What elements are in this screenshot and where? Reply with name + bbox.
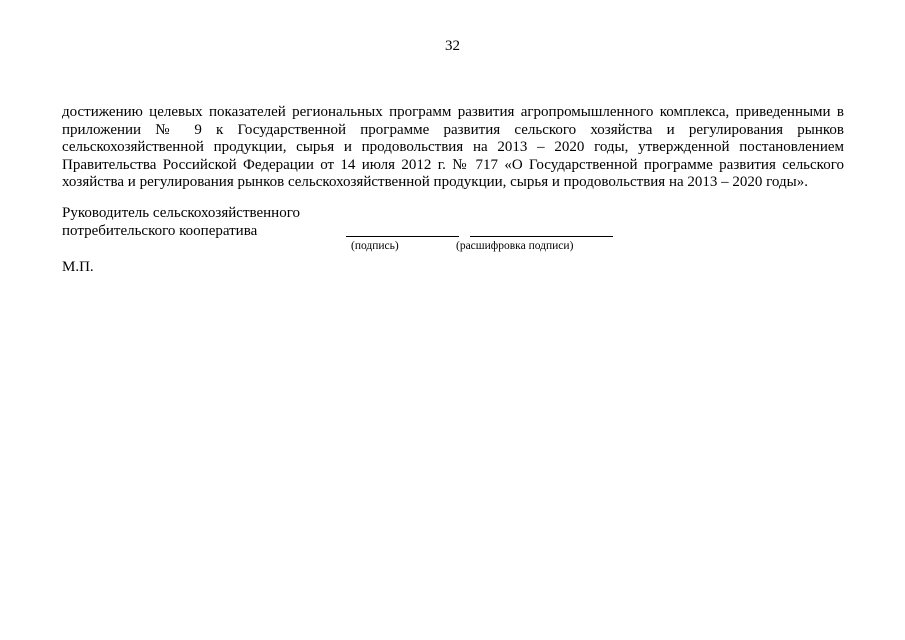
page-number: 32 (445, 38, 460, 54)
signature-caption: (подпись) (351, 240, 399, 252)
signatory-title (62, 205, 300, 240)
stamp-label: М.П. (62, 259, 94, 275)
paragraph-line: достижению целевых показателей региональных программ развития агропромышленного комплекса, приведенными в (62, 104, 844, 120)
signatory-title-line: Руководитель сельскохозяйственного (62, 205, 300, 221)
paragraph-line: приложении № 9 к Государственной программе развития сельского хозяйства и регулирования рынков (62, 121, 844, 138)
signature-decode-caption: (расшифровка подписи) (456, 240, 574, 252)
paragraph-line: сельскохозяйственной продукции, сырья и продовольствия на 2013 – 2020 годы, утвержденной постановлением (62, 139, 844, 155)
paragraph-line: Правительства Российской Федерации от 14 июля 2012 г. № 717 «О Государственной программе развития сельского (62, 156, 844, 173)
paragraph-line: хозяйства и регулирования рынков сельскохозяйственной продукции, сырья и продовольствия на 2013 – 2020 годы». (62, 174, 808, 190)
signature-decode-line (470, 236, 613, 237)
body-paragraph (62, 104, 844, 192)
signatory-title-line: потребительского кооператива (62, 222, 258, 239)
signature-line (346, 236, 459, 237)
